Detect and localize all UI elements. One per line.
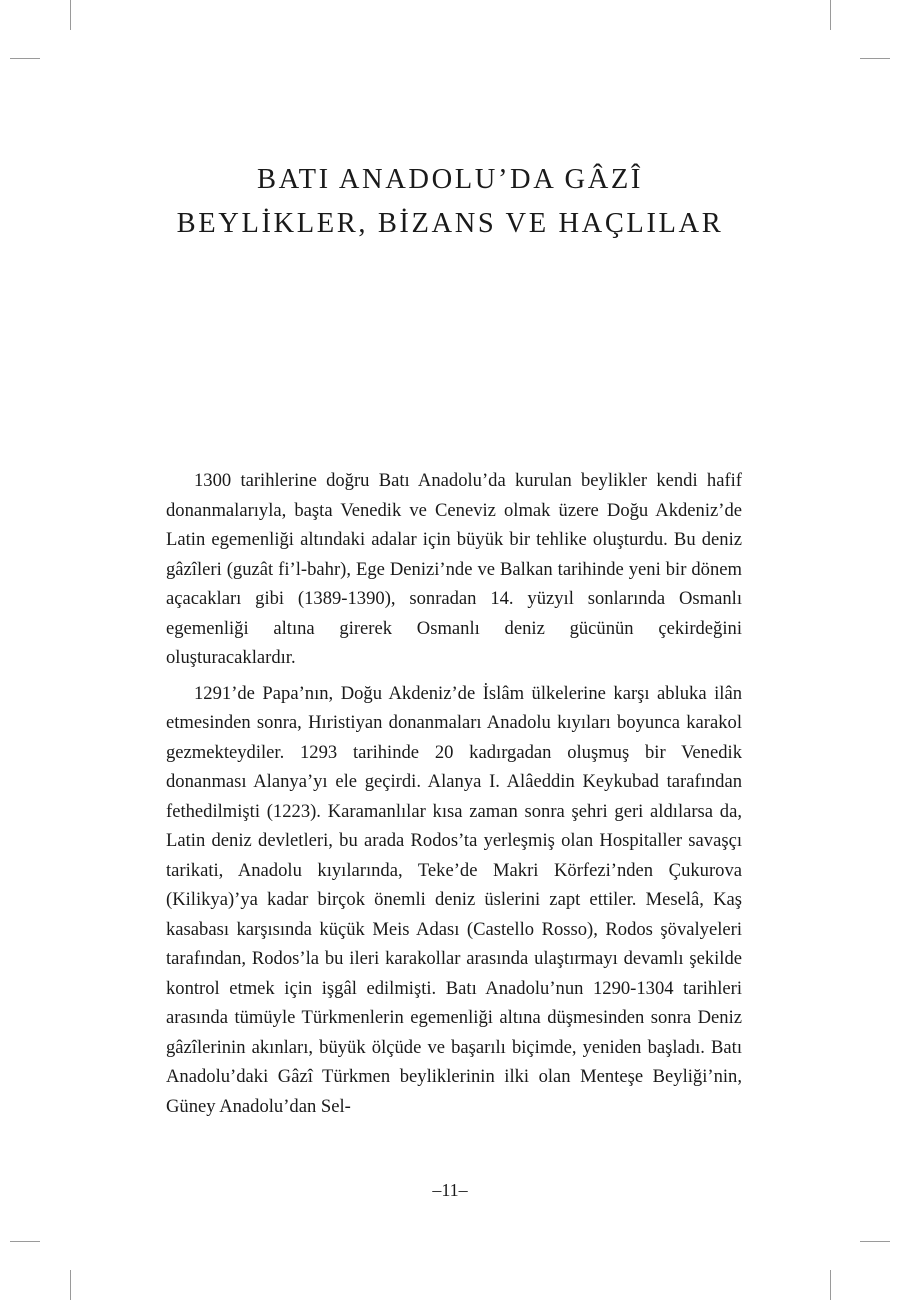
crop-mark-top-right-h: [860, 58, 890, 59]
crop-mark-top-left-h: [10, 58, 40, 59]
crop-mark-bottom-right: [830, 1270, 831, 1300]
chapter-title: [0, 158, 900, 246]
crop-mark-bottom-right-h: [860, 1241, 890, 1242]
chapter-title-line-2: BEYLİKLER, BİZANS VE HAÇLILAR: [176, 208, 724, 239]
crop-mark-top-left: [70, 0, 71, 30]
page-number: –11–: [432, 1180, 468, 1200]
paragraph-2: 1291’de Papa’nın, Doğu Akdeniz’de İslâm ülkelerine karşı abluka ilân etmesinden sonra, Hıristiyan donanmaları Anadolu kıyıları boyunca karakol gezmekteydiler. 1293 tarihinde 20 kadırgadan oluşmuş bir Venedik donanması Alanya’yı ele geçirdi. Alanya I. Alâeddin Keykubad tarafından fethedilmişti (1223). Karamanlılar kısa zaman sonra şehri geri aldılarsa da, Latin deniz devletleri, bu arada Rodos’ta yerleşmiş olan Hospitaller savaşçı tarikati, Anadolu kıyılarında, Teke’de Makri Körfezi’nden Çukurova (Kilikya)’ya kadar birçok önemli deniz üslerini zapt ettiler. Meselâ, Kaş kasabası karşısında küçük Meis Adası (Castello Rosso), Rodos şövalyeleri tarafından, Rodos’la bu ileri karakollar arasında ulaştırmayı devamlı şekilde kontrol etmek için işgâl edilmişti. Batı Anadolu’nun 1290-1304 tarihleri arasında tümüyle Türkmenlerin egemenliği altına düşmesinden sonra Deniz gâzîlerinin akınları, büyük ölçüde ve başarılı biçimde, yeniden başladı. Batı Anadolu’daki Gâzî Türkmen beyliklerinin ilki olan Menteşe Beyliği’nin, Güney Anadolu’dan Sel-: [166, 682, 742, 1117]
body-text: [166, 466, 742, 1121]
chapter-title-line-1: BATI ANADOLU’DA GÂZÎ: [256, 164, 644, 195]
crop-mark-bottom-left: [70, 1270, 71, 1300]
paragraph-1: 1300 tarihlerine doğru Batı Anadolu’da kurulan beylikler kendi hafif donanmalarıyla, başta Venedik ve Ceneviz olmak üzere Doğu Akdeniz’de Latin egemenliği altındaki adalar için büyük bir tehlike oluşturdu. Bu deniz gâzîleri (guzât fi’l-bahr), Ege Denizi’nde ve Balkan tarihinde yeni bir dönem açacakları gibi (1389-1390), sonradan 14. yüzyıl sonlarında Osmanlı egemenliği altına girerek Osmanlı deniz gücünün çekirdeğini oluşturacaklardır.: [166, 470, 742, 668]
crop-mark-bottom-left-h: [10, 1241, 40, 1242]
crop-mark-top-right: [830, 0, 831, 30]
